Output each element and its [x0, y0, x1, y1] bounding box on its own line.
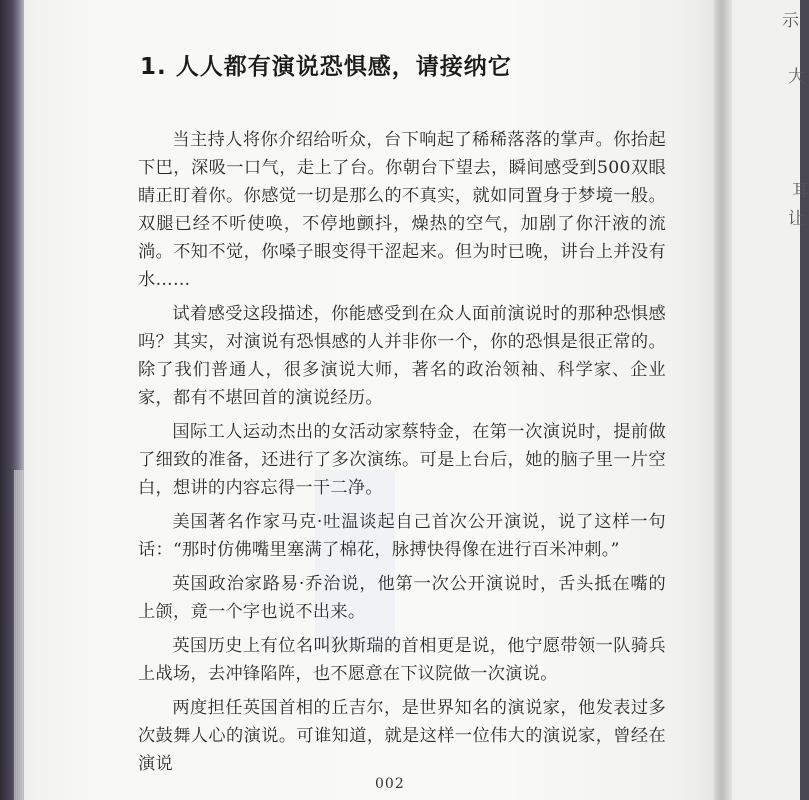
paragraph: 美国著名作家马克·吐温谈起自己首次公开演说，说了这样一句话：“那时仿佛嘴里塞满了棉花，脉搏快得像在进行百米冲刺。” [138, 512, 666, 560]
paragraph: 国际工人运动杰出的女活动家蔡特金，在第一次演说时，提前做了细致的准备，还进行了多次演练。可是上台后，她的脑子里一片空白，想讲的内容忘得一干二净。 [138, 422, 666, 498]
adjacent-page-char: 示 [782, 11, 799, 31]
adjacent-page-char: 让 [788, 209, 805, 229]
adjacent-page [732, 0, 809, 800]
paragraph: 两度担任英国首相的丘吉尔，是世界知名的演说家，他发表过多次鼓舞人心的演说。可谁知道，就是这样一位伟大的演说家，曾经在演说 [138, 698, 666, 774]
book-gutter [714, 0, 732, 800]
adjacent-page-char: 耳 [792, 181, 809, 201]
section-heading: 1. 人人都有演说恐惧感，请接纳它 [140, 54, 512, 80]
page-number: 002 [375, 776, 405, 792]
paragraph: 当主持人将你介绍给听众，台下响起了稀稀落落的掌声。你抬起下巴，深吸一口气，走上了台。你朝台下望去，瞬间感受到500双眼睛正盯着你。你感觉一切是那么的不真实，就如同置身于梦境一般。双腿已经不听使唤，不停地颤抖，燥热的空气，加剧了你汗液的流淌。不知不觉，你嗓子眼变得干涩起来。但为时已晚，讲台上并没有水…… [138, 130, 666, 290]
adjacent-page-char: 大 [788, 67, 805, 87]
body-text [138, 126, 666, 784]
paragraph: 试着感受这段描述，你能感受到在众人面前演说时的那种恐惧感吗？其实，对演说有恐惧感的人并非你一个，你的恐惧是很正常的。除了我们普通人，很多演说大师，著名的政治领袖、科学家、企业家，都有不堪回首的演说经历。 [138, 304, 666, 408]
paragraph: 英国历史上有位名叫狄斯瑞的首相更是说，他宁愿带领一队骑兵上战场，去冲锋陷阵，也不愿意在下议院做一次演说。 [138, 636, 666, 684]
paragraph: 英国政治家路易·乔治说，他第一次公开演说时，舌头抵在嘴的上颌，竟一个字也说不出来。 [138, 574, 666, 622]
